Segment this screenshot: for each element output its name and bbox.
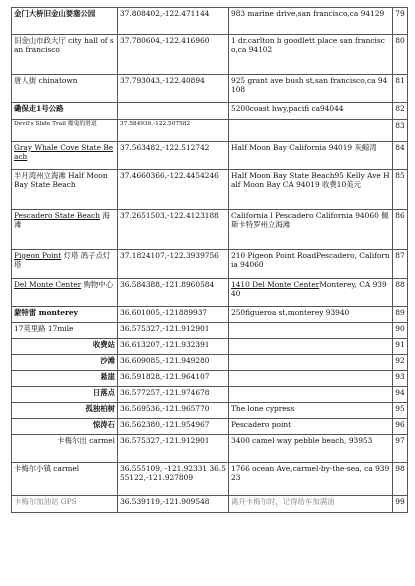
place-name (12, 250, 118, 279)
place-link[interactable]: Pigeon Point (14, 251, 62, 260)
place-name (12, 279, 118, 307)
table-row (12, 142, 408, 170)
address (229, 387, 393, 403)
place-name: 蒙特雷 monterey (12, 307, 118, 323)
coordinates: 36.591828,-121.964107 (118, 371, 229, 387)
address (229, 120, 393, 142)
place-name: 旧金山市政大厅 city hall of san francisco (12, 35, 118, 75)
address: 1 dr.carlton b goodlett place san francisco,ca 94102 (229, 35, 393, 75)
place-name (12, 210, 118, 250)
address: The lone cypress (229, 403, 393, 419)
address (229, 355, 393, 371)
table-row (12, 463, 408, 496)
place-link[interactable]: Del Monte Center (14, 280, 82, 289)
address: California l Pescadero California 94060 佩斯卡特罗州立海滩 (229, 210, 393, 250)
address-link[interactable]: 1410 Del Monte Center (231, 280, 320, 289)
coordinates: 36.613207,-121.932391 (118, 339, 229, 355)
row-number: 96 (393, 419, 408, 435)
row-number: 86 (393, 210, 408, 250)
place-name: 日落点 (12, 387, 118, 403)
place-name: 卡梅尔小镇 carmel (12, 463, 118, 496)
coordinates: 36.584388,-121.8960584 (118, 279, 229, 307)
coordinates: 36.569536,-121.965770 (118, 403, 229, 419)
coordinates: 36.539119,-121.909548 (118, 496, 229, 513)
address: 983 marine drive,san francisco,ca 94129 (229, 8, 393, 35)
place-name: 惊涛石 (12, 419, 118, 435)
table-row (12, 339, 408, 355)
coordinates (118, 103, 229, 120)
place-name: 沙滩 (12, 355, 118, 371)
table-row (12, 279, 408, 307)
row-number: 84 (393, 142, 408, 170)
coordinates: 37.563482,-122.512742 (118, 142, 229, 170)
row-number: 81 (393, 75, 408, 103)
address: 925 grant ave bush st,san francisco,ca 94108 (229, 75, 393, 103)
address: Half Moon Bay State Beach95 Kelly Ave Half Moon Bay CA 94019 收费10美元 (229, 170, 393, 210)
coordinates: 36.555109, -121.92331 36.555122,-121.927809 (118, 463, 229, 496)
table-row (12, 75, 408, 103)
table-row (12, 103, 408, 120)
table-row (12, 35, 408, 75)
address: 离开卡梅尔时，记得给车加满油 (229, 496, 393, 513)
place-name: 唐人街 chinatown (12, 75, 118, 103)
table-row (12, 403, 408, 419)
coordinates: 37.808402,-122.471144 (118, 8, 229, 35)
address (229, 279, 393, 307)
place-name: 卡梅尔出 carmel (12, 435, 118, 463)
place-name: 悬崖 (12, 371, 118, 387)
table-row (12, 120, 408, 142)
coordinates: 37.4660366,-122.4454246 (118, 170, 229, 210)
coordinates: 36.575327,-121.912901 (118, 323, 229, 339)
place-suffix: 海滩 (14, 211, 110, 230)
row-number: 93 (393, 371, 408, 387)
address-suffix: Monterey, CA 93940 (231, 280, 387, 299)
place-name: 孤独柏树 (12, 403, 118, 419)
row-number: 82 (393, 103, 408, 120)
address (229, 371, 393, 387)
row-number: 80 (393, 35, 408, 75)
table-row (12, 323, 408, 339)
table-row (12, 170, 408, 210)
coordinates: 36.562380,-121.954967 (118, 419, 229, 435)
row-number: 90 (393, 323, 408, 339)
address: 1766 ocean Ave,carmel-by-the-sea, ca 93923 (229, 463, 393, 496)
table-row (12, 355, 408, 371)
place-name (12, 142, 118, 170)
row-number: 97 (393, 435, 408, 463)
place-link[interactable]: Pescadero State Beach (14, 211, 101, 220)
table-row (12, 435, 408, 463)
table-row (12, 387, 408, 403)
address: 5200coast hwy,pacifi ca94044 (229, 103, 393, 120)
place-name: 金门大桥旧金山要塞公园 (12, 8, 118, 35)
place-name: Devil's Slide Trail 魔鬼的滑道 (12, 120, 118, 142)
place-name: 收费站 (12, 339, 118, 355)
place-name: 17英里路 17mile (12, 323, 118, 339)
row-number: 91 (393, 339, 408, 355)
row-number: 83 (393, 120, 408, 142)
address: 210 Pigeon Point RoadPescadero, California 94060 (229, 250, 393, 279)
coordinates: 36.609085,-121.949280 (118, 355, 229, 371)
table-row (12, 250, 408, 279)
table-row (12, 307, 408, 323)
table-row (12, 371, 408, 387)
address (229, 339, 393, 355)
row-number: 94 (393, 387, 408, 403)
coordinates: 37.793043,-122.40894 (118, 75, 229, 103)
place-name: 卡梅尔加油站 GPS (12, 496, 118, 513)
row-number: 92 (393, 355, 408, 371)
row-number: 88 (393, 279, 408, 307)
place-link[interactable]: Gray Whale Cove State Beach (14, 143, 114, 162)
place-suffix: 购物中心 (83, 280, 114, 289)
row-number: 87 (393, 250, 408, 279)
address: 3400 camel way pebble beach, 93953 (229, 435, 393, 463)
place-name: 磡保走1号公路 (12, 103, 118, 120)
coordinates: 37.584939,-122.507582 (118, 120, 229, 142)
table-row (12, 8, 408, 35)
coordinates: 37.2651503,-122.4123188 (118, 210, 229, 250)
coordinates: 37.780604,-122.416960 (118, 35, 229, 75)
table-row (12, 496, 408, 513)
row-number: 99 (393, 496, 408, 513)
coordinates: 36.577257,-121.974678 (118, 387, 229, 403)
table-row (12, 210, 408, 250)
row-number: 85 (393, 170, 408, 210)
address: 250figueroa st,monterey 93940 (229, 307, 393, 323)
coordinates: 36.575327,-121.912901 (118, 435, 229, 463)
row-number: 89 (393, 307, 408, 323)
row-number: 79 (393, 8, 408, 35)
row-number: 98 (393, 463, 408, 496)
address: Half Moon Bay California 94019 灰鲸湾 (229, 142, 393, 170)
address: Pescadero point (229, 419, 393, 435)
place-name: 半月湾州立海滩 Half Moon Bay State Beach (12, 170, 118, 210)
address (229, 323, 393, 339)
row-number: 95 (393, 403, 408, 419)
itinerary-table (11, 7, 408, 513)
coordinates: 37.1824107,-122.3939756 (118, 250, 229, 279)
coordinates: 36.601005,-121889937 (118, 307, 229, 323)
table-row (12, 419, 408, 435)
place-suffix: 灯塔 鸽子点灯塔 (14, 251, 111, 270)
